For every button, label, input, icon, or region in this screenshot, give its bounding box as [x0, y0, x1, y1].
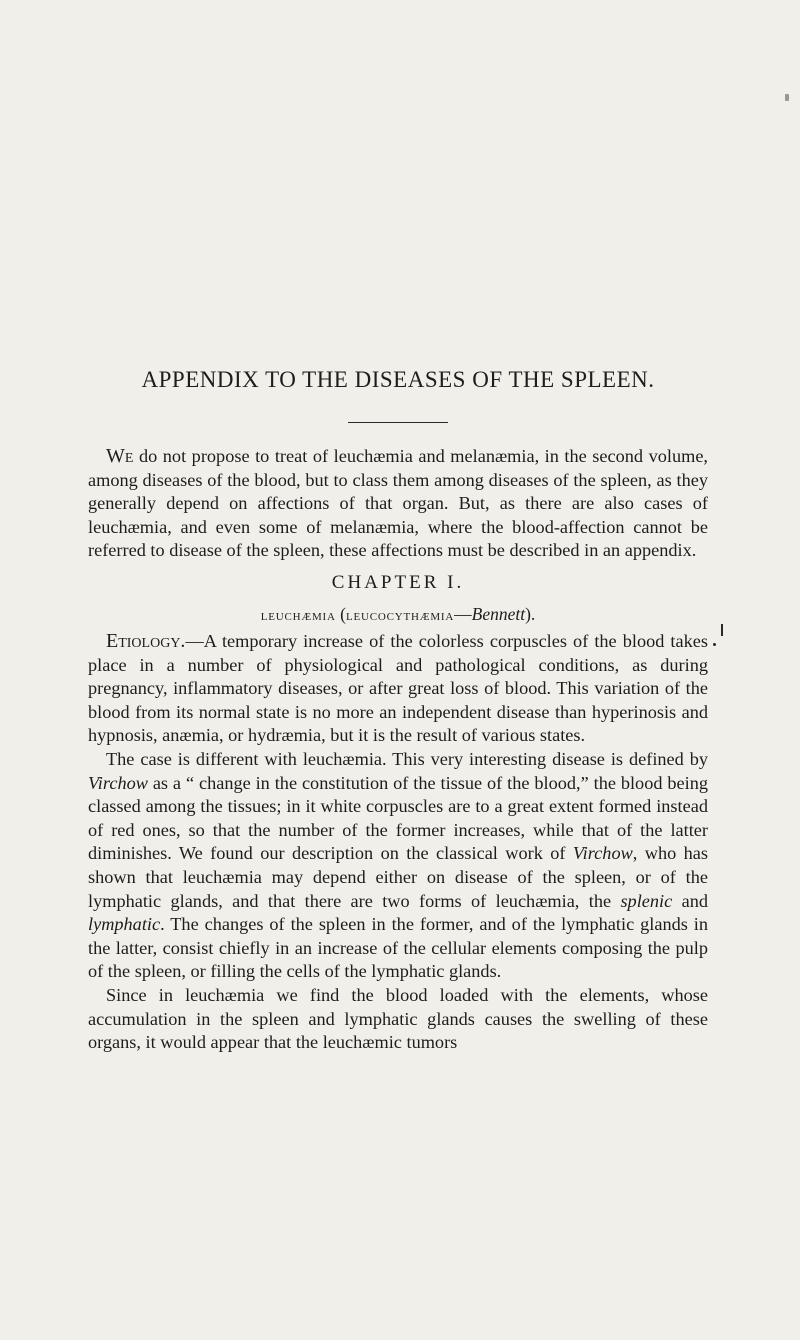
margin-mark — [721, 624, 723, 636]
chapter-subtitle-close: ). — [525, 604, 536, 624]
p2-and: and — [672, 890, 708, 911]
chapter-subtitle-dash: — — [454, 604, 472, 624]
chapter-subtitle-alt: leucocythæmia — [345, 607, 455, 624]
chapter-subtitle — [88, 606, 708, 624]
intro-first-word: We — [106, 445, 134, 467]
margin-dot — [713, 643, 716, 646]
p2-part-c: , who has shown that leuchæmia may depend either on disease of the spleen, or of the lymphatic glands, and that there are two forms of leuchæmia, the — [88, 843, 708, 911]
page-title: APPENDIX TO THE DISEASES OF THE SPLEEN. — [141, 367, 655, 392]
intro-text — [88, 445, 708, 563]
chapter-subtitle-main: leuchæmia — [260, 607, 336, 624]
p2-author-virchow-2: Virchow — [572, 843, 633, 864]
accumulation-paragraph: Since in leuchæmia we find the blood loaded with the elements, whose accumulation in the spleen and lymphatic glands causes the swelling of these organs, it would appear that the leuchæmic tumors — [88, 984, 708, 1053]
chapter-body — [88, 630, 708, 1055]
title-divider — [348, 422, 448, 423]
intro-paragraph — [88, 445, 708, 563]
chapter-subtitle-author: Bennett — [471, 604, 526, 624]
chapter-heading: CHAPTER I. — [331, 572, 465, 593]
p2-part-a: The case is different with leuchæmia. This very interesting disease is defined by — [106, 748, 708, 769]
p2-term-splenic: splenic — [620, 890, 673, 911]
chapter-subtitle-open: ( — [335, 604, 346, 624]
p2-part-d: . The changes of the spleen in the former, and of the lymphatic glands in the latter, consist chiefly in an increase of the cellular elements composing the pulp of the spleen, or filling the cells of the lymphatic glands. — [88, 914, 708, 982]
etiology-paragraph — [88, 630, 708, 748]
p2-term-lymphatic: lymphatic — [88, 914, 161, 935]
p2-part-b: as a “ change in the constitution of the tissue of the blood,” the blood being classed among the tissues; in it white corpuscles are to a great extent formed instead of red ones, so that the number of the former increases, while that of the latter diminishes. We found our description on the classical work of — [88, 772, 708, 864]
leuchaemia-paragraph — [88, 748, 708, 984]
etiology-heading: Etiology. — [106, 630, 186, 652]
intro-body: do not propose to treat of leuchæmia and melanæmia, in the second volume, among diseases of the blood, but to class them among diseases of the spleen, as they generally depend on affections of that organ. But, as there are also cases of leuchæmia, and even some of melanæmia, where the blood-affection cannot be referred to disease of the spleen, these affections must be described in an appendix. — [88, 446, 708, 561]
page-corner-mark — [785, 94, 789, 101]
p2-author-virchow-1: Virchow — [88, 772, 148, 793]
etiology-text: —A temporary increase of the colorless corpuscles of the blood takes place in a number of physiological and pathological conditions, as during pregnancy, inflammatory diseases, or after great loss of blood. This variation of the blood from its normal state is no more an independent disease than hyperinosis and hypnosis, anæmia, or hydræmia, but it is the result of various states. — [88, 631, 708, 746]
